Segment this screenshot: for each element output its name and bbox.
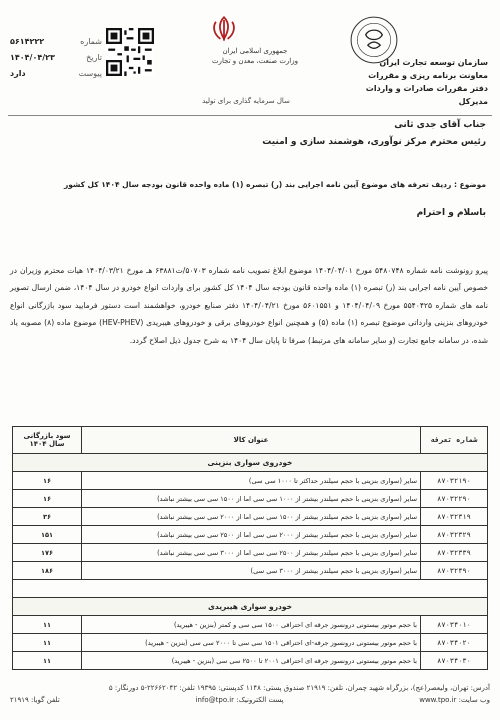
- table-row: [13, 490, 488, 508]
- footer-email: پست الکترونیک: info@tpo.ir: [195, 696, 284, 704]
- meta-number: ۵۶۱۴۲۲۲ شماره: [10, 37, 102, 46]
- table-row: [13, 652, 488, 670]
- tariff-code-cell: ۸۷۰۳۴۰۲۰: [421, 634, 488, 652]
- table-row: [13, 544, 488, 562]
- table-row: [13, 562, 488, 580]
- tariff-code-cell: ۸۷۰۳۲۳۳۹: [421, 544, 488, 562]
- header-divider: [8, 115, 492, 116]
- commercial-duty-cell: ۱۷۶: [13, 544, 82, 562]
- commercial-duty-cell: ۱۱: [13, 634, 82, 652]
- organization-name: سازمان توسعه تجارت ایران معاونت برنامه ریزی و مقررات دفتر مقررات صادرات و واردات مدیرکل: [365, 58, 488, 106]
- table-row: [13, 472, 488, 490]
- goods-title-cell: با حجم موتور بیستونی درونسوز جرقه ای احتراقی ۱۵۰۰ سی سی و کمتر (بنزین - هیبرید): [82, 616, 421, 634]
- commercial-duty-cell: ۱۸۶: [13, 562, 82, 580]
- table-group-row: [13, 454, 488, 472]
- footer-address: آدرس: تهران، ولیعصر(عج)، بزرگراه شهید چمران، تلفن: ۲۱۹۱۹ صندوق پستی: ۱۱۴۸ کدپستی: ۱۹۳۹۵ تلفن: ۲۲۶۶۲۰۴۲-۵ دورنگار: ۵: [108, 684, 490, 692]
- header-tariff-code: شماره تعرفه: [421, 427, 488, 454]
- ministry-name: جمهوری اسلامی ایران وزارت صنعت، معدن و تجارت: [211, 47, 299, 65]
- table-row: [13, 508, 488, 526]
- table-row: [13, 634, 488, 652]
- table-row: [13, 616, 488, 634]
- group-title: خودروی سواری بنزینی: [13, 454, 488, 472]
- letter-body: پیرو رونوشت نامه شماره ۵۴۸۰۷۴۸ مورخ ۱۴۰۴/۰۴/۰۱ موضوع ابلاغ تصویب نامه شماره ۵۰۷۰۳/ت۶۳۸۸۱ هـ مورخ ۱۴۰۴/۰۳/۲۱ هیات محترم وزیران در خصوص آیین نامه اجرایی بند (ر) تبصره (۱) ماده واحده قانون بودجه سال ۱۴۰۴ کل کشور برای واردات انواع خودرو در سال ۱۴۰۴، ضمن ارسال تصویر نامه های شماره ۵۵۴۰۴۲۵ مورخ ۱۴۰۴/۰۴/۰۹ و ۵۶۰۱۵۵۱ مورخ ۱۴۰۴/۰۴/۲۱ دفتر صنایع خودرو، خواهشمند است دستور فرمایید سود بازرگانی انواع خودروهای بنزینی وارداتی موضوع تبصره (۱) ماده (۵) و همچنین انواع خودروهای برقی و خودروهای هیبریدی (HEV-PHEV) موضوع ماده (۸) مصوبه یاد شده، در سامانه جامع تجارت (و سایر سامانه های مرتبط) صرفا تا پایان سال ۱۴۰۴ به شرح جدول ذیل اصلاح گردد.: [10, 266, 489, 345]
- commercial-duty-cell: ۱۶: [13, 472, 82, 490]
- table-row: [13, 526, 488, 544]
- goods-title-cell: سایر (سواری بنزینی با حجم سیلندر بیشتر از ۱۵۰۰ سی سی اما از ۲۰۰۰ سی سی بیشتر نباشد): [82, 508, 421, 526]
- header-commercial-duty: سود بازرگانی سال ۱۴۰۴: [13, 427, 82, 454]
- goods-title-cell: سایر (سواری بنزینی با حجم سیلندر بیشتر از ۲۵۰۰ سی سی اما از ۳۰۰۰ سی سی بیشتر نباشد): [82, 544, 421, 562]
- tariff-code-cell: ۸۷۰۳۲۳۲۹: [421, 526, 488, 544]
- goods-title-cell: سایر (سواری بنزینی با حجم سیلندر حداکثر تا ۱۰۰۰ سی سی): [82, 472, 421, 490]
- commercial-duty-cell: ۱۵۱: [13, 526, 82, 544]
- commercial-duty-cell: ۱۱: [13, 652, 82, 670]
- commercial-duty-cell: ۳۶: [13, 508, 82, 526]
- table-header-row: [13, 427, 488, 454]
- tariff-code-cell: ۸۷۰۳۴۰۳۰: [421, 652, 488, 670]
- goods-title-cell: با حجم موتور بیستونی درونسوز جرقه ای احتراقی ۲۰۰۱ تا ۲۵۰۰ سی سی (بنزین - هیبرید): [82, 652, 421, 670]
- letter-footer: [10, 682, 490, 706]
- footer-phone: تلفن گویا: ۲۱۹۱۹: [10, 696, 60, 704]
- tariff-code-cell: ۸۷۰۳۴۰۱۰: [421, 616, 488, 634]
- addressee-title: رئیس محترم مرکز نوآوری، هوشمند سازی و امنیت: [262, 137, 486, 147]
- greeting: باسلام و احترام: [416, 208, 486, 218]
- header-goods-title: عنوان کالا: [82, 427, 421, 454]
- tariff-code-cell: ۸۷۰۳۲۱۹۰: [421, 472, 488, 490]
- qr-code-icon: [106, 28, 154, 76]
- goods-title-cell: سایر (سواری بنزینی با حجم سیلندر بیشتر از ۱۰۰۰ سی سی اما از ۱۵۰۰ سی سی بیشتر نباشد): [82, 490, 421, 508]
- letter-meta: [10, 34, 102, 82]
- iran-emblem-icon: [206, 14, 242, 44]
- tariff-code-cell: ۸۷۰۳۲۳۱۹: [421, 508, 488, 526]
- commercial-duty-cell: ۱۱: [13, 616, 82, 634]
- commercial-duty-cell: ۱۶: [13, 490, 82, 508]
- meta-attachment: دارد پیوست: [10, 69, 102, 78]
- footer-website: وب سایت: www.tpo.ir: [419, 696, 490, 704]
- goods-title-cell: سایر (سواری بنزینی با حجم سیلندر بیشتر از ۲۰۰۰ سی سی اما از ۲۵۰۰ سی سی بیشتر نباشد): [82, 526, 421, 544]
- table-spacer-row: [13, 580, 488, 598]
- goods-title-cell: با حجم موتور بیستونی درونسوز جرقه-ای احتراقی ۱۵۰۱ سی سی تا ۲۰۰۰ سی سی (بنزین - هیبرید): [82, 634, 421, 652]
- group-title: خودرو سواری هیبریدی: [13, 598, 488, 616]
- table-group-row: [13, 598, 488, 616]
- addressee-name: جناب آقای جدی ثانی: [394, 120, 486, 130]
- tariff-table: [12, 426, 488, 670]
- letter-subject: موضوع : ردیف تعرفه های موضوع آیین نامه اجرایی بند (ر) تبصره (۱) ماده واحده قانون بودجه سال ۱۴۰۴ کل کشور: [63, 180, 486, 189]
- tariff-code-cell: ۸۷۰۳۲۲۹۰: [421, 490, 488, 508]
- year-motto: سال سرمایه گذاری برای تولید: [202, 97, 290, 105]
- meta-date: ۱۴۰۴/۰۴/۲۳ تاریخ: [10, 53, 102, 62]
- tariff-code-cell: ۸۷۰۳۲۴۹۰: [421, 562, 488, 580]
- goods-title-cell: سایر (سواری بنزینی با حجم سیلندر بیشتر از ۳۰۰۰ سی سی): [82, 562, 421, 580]
